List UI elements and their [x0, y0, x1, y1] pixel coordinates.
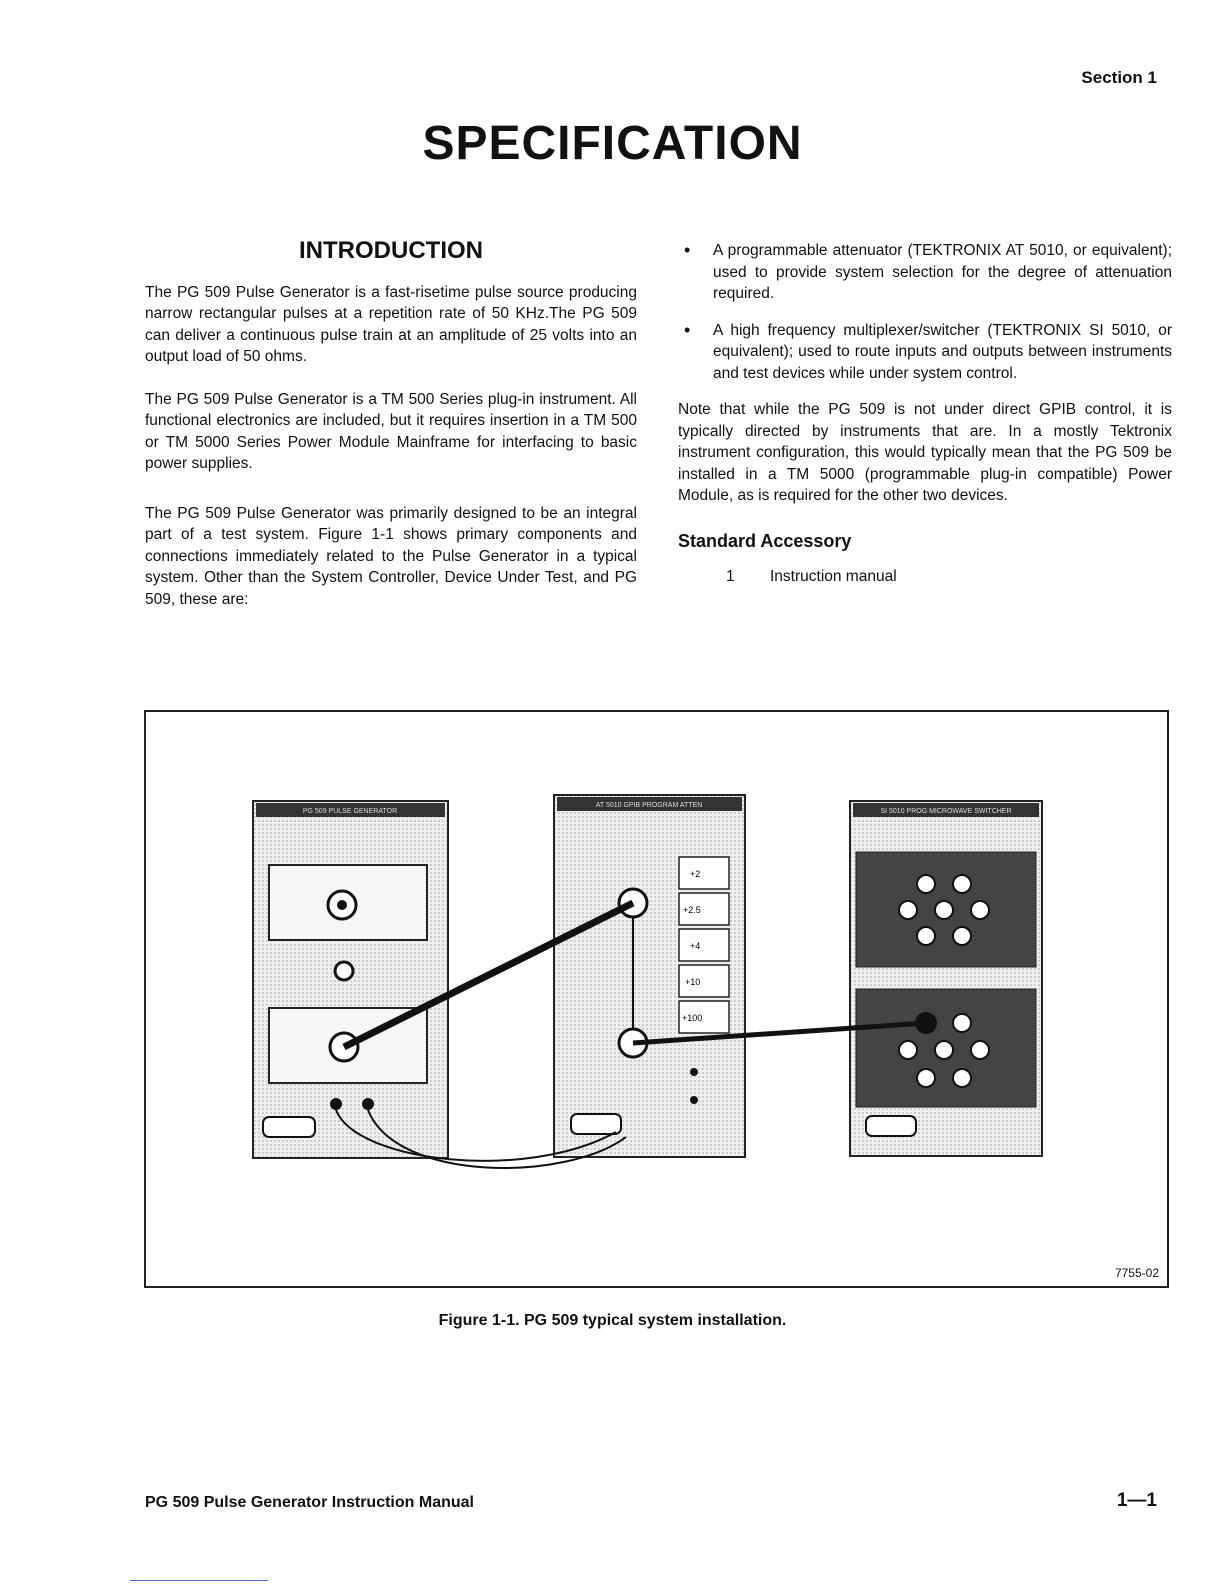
switcher-panel: [850, 801, 1042, 1156]
section-label: Section 1: [1081, 68, 1157, 87]
atten-step-label: +2.5: [683, 905, 701, 915]
accessory-quantity: 1: [726, 568, 735, 585]
footer-manual-title: PG 509 Pulse Generator Instruction Manual: [145, 1494, 474, 1511]
right-column: [678, 240, 1172, 588]
attenuation-steps: [679, 857, 729, 1033]
list-item: • A high frequency multiplexer/switcher (TEKTRONIX SI 5010, or equivalent); used to route inputs and outputs between instruments and test devices while under system control.: [678, 320, 1172, 385]
component-list: [678, 240, 1172, 384]
pulse-generator-label: PG 509 PULSE GENERATOR: [302, 808, 398, 815]
list-item: • A programmable attenuator (TEKTRONIX AT 5010, or equivalent); used to provide system selection for the degree of attenuation required.: [678, 240, 1172, 305]
atten-step-label: +10: [685, 977, 701, 987]
attenuator-panel: [554, 795, 745, 1157]
page-number: 1—1: [1116, 1490, 1157, 1511]
intro-paragraph-1: The PG 509 Pulse Generator is a fast-risetime pulse source producing narrow rectangular pulses at a repetition rate of 50 KHz.The PG 509 can deliver a continuous pulse train at an amplitude of 25 volts into an output load of 50 ohms.: [145, 283, 637, 365]
switcher-label: SI 5010 PROG MICROWAVE SWITCHER: [880, 808, 1012, 815]
atten-step-label: +4: [690, 941, 701, 951]
pulse-generator-panel: [253, 801, 448, 1158]
note-paragraph: Note that while the PG 509 is not under direct GPIB control, it is typically directed by instruments that are. In a mostly Tektronix instrument configuration, this would typically mean that the PG 509 be installed in a TM 5000 (programmable plug-in compatible) Power Module, as is required for the other two devices.: [678, 401, 1172, 504]
left-column: [145, 237, 637, 631]
page-title: SPECIFICATION: [422, 117, 803, 170]
atten-step-label: +100: [682, 1013, 703, 1023]
divider: [130, 1580, 268, 1581]
accessory-item: [678, 566, 1172, 588]
attenuator-label: AT 5010 GPIB PROGRAM ATTEN: [595, 802, 703, 809]
amplitude-knob: [335, 962, 353, 980]
accessory-heading: Standard Accessory: [678, 530, 852, 551]
introduction-heading: INTRODUCTION: [299, 237, 483, 264]
accessory-name: Instruction manual: [770, 568, 897, 585]
figure-id: 7755-02: [1114, 1266, 1159, 1280]
intro-paragraph-3: The PG 509 Pulse Generator was primarily designed to be an integral part of a test system. Figure 1-1 shows primary components and connections immediately related to the Pulse Generator in a typical system. Other than the System Controller, Device Under Test, and PG 509, these are:: [145, 504, 637, 608]
atten-step-label: +2: [690, 869, 701, 879]
figure-frame: [144, 710, 1169, 1288]
figure-caption: Figure 1-1. PG 509 typical system installation.: [438, 1312, 787, 1329]
system-diagram: [146, 712, 1167, 1286]
intro-paragraph-2: The PG 509 Pulse Generator is a TM 500 Series plug-in instrument. All functional electronics are included, but it requires insertion in a TM 500 or TM 5000 Series Power Module Mainframe for interfacing to basic power supplies.: [145, 390, 637, 472]
